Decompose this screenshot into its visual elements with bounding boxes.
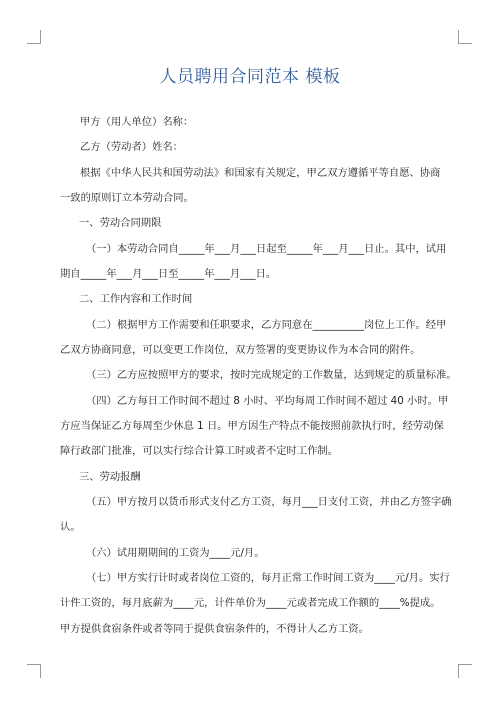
document-title: 人员聘用合同范本 模板 bbox=[159, 67, 341, 87]
section-heading-work: 二、工作内容和工作时间 bbox=[79, 293, 193, 305]
section-heading-pay: 三、劳动报酬 bbox=[79, 471, 141, 483]
clause-5-line-1: （五）甲方按月以货币形式支付乙方工资，每月___日支付工资，并由乙方签字确 bbox=[86, 496, 452, 508]
crop-mark-top-left bbox=[27, 30, 41, 44]
clause-7-line-3: 甲方提供食宿条件或者等同于提供食宿条件的，不得计人乙方工资。 bbox=[60, 623, 369, 635]
clause-6-line-1: （六）试用期期间的工资为____元/月。 bbox=[86, 547, 265, 559]
party-b-name-line: 乙方（劳动者）姓名： bbox=[80, 141, 183, 153]
clause-5-line-2: 认。 bbox=[60, 521, 81, 533]
clause-2-line-2: 乙双方协商同意，可以变更工作岗位，双方签署的变更协议作为本合同的附件。 bbox=[60, 344, 421, 356]
clause-2-line-1: （二）根据甲方工作需要和任职要求，乙方同意在__________岗位上工作。经甲 bbox=[86, 319, 447, 331]
section-heading-term: 一、劳动合同期限 bbox=[79, 217, 162, 229]
clause-4-line-2: 方应当保证乙方每周至少休息 1 日。甲方因生产特点不能按照前款执行时，经劳动保 bbox=[60, 420, 444, 432]
party-a-name-line: 甲方（用人单位）名称： bbox=[80, 116, 194, 128]
crop-mark-bottom-right bbox=[458, 664, 472, 678]
crop-mark-top-right bbox=[458, 30, 472, 44]
clause-1-line-2: 期自_____年___月___日至_____年___月___日。 bbox=[60, 268, 277, 280]
crop-mark-bottom-left bbox=[27, 664, 41, 678]
preamble-line-2: 一致的原则订立本劳动合同。 bbox=[60, 192, 194, 204]
clause-7-line-1: （七）甲方实行计时或者岗位工资的，每月正常工作时间工资为____元/月。实行 bbox=[86, 572, 450, 584]
clause-1-line-1: （一）本劳动合同自_____年___月___日起至_____年___月___日止。其中，试用 bbox=[86, 243, 447, 255]
clause-3-line-1: （三）乙方应按照甲方的要求，按时完成规定的工作数量，达到规定的质量标准。 bbox=[86, 369, 457, 381]
preamble-line-1: 根据《中华人民共和国劳动法》和国家有关规定，甲乙双方遵循平等自愿、协商 bbox=[80, 167, 441, 179]
clause-4-line-3: 障行政部门批准，可以实行综合计算工时或者不定时工作制。 bbox=[60, 445, 339, 457]
clause-4-line-1: （四）乙方每日工作时间不超过 8 小时、平均每周工作时间不超过 40 小时。甲 bbox=[86, 395, 449, 407]
clause-7-line-2: 计件工资的，每月底薪为____元，计件单价为____元或者完成工作额的____%提成。 bbox=[60, 597, 441, 609]
